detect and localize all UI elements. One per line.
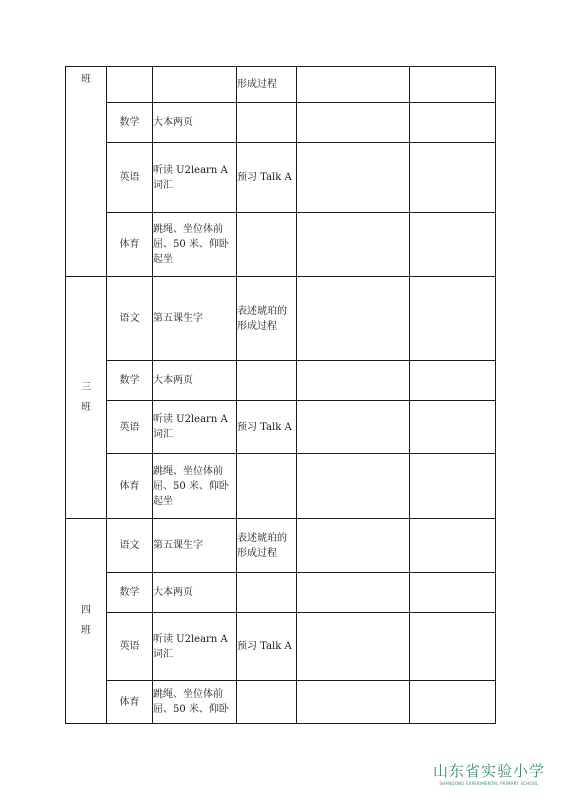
subject-cell: 英语 [107,143,153,213]
table-row [66,454,496,519]
subject-cell: 英语 [107,613,153,681]
subject-cell [107,67,153,103]
subject-cell: 英语 [107,401,153,454]
homework-cell: 表述琥珀的形成过程 [237,519,297,573]
empty-cell [410,213,496,277]
homework-cell [237,681,297,724]
content-cell: 跳绳、坐位体前屈、50 米、仰卧起坐 [153,454,237,519]
empty-cell [297,454,410,519]
class-name: 三班 [81,381,91,413]
homework-cell: 预习 Talk A [237,613,297,681]
homework-cell [237,103,297,143]
subject-cell: 语文 [107,519,153,573]
homework-cell: 形成过程 [237,67,297,103]
empty-cell [410,613,496,681]
empty-cell [410,401,496,454]
content-cell: 跳绳、坐位体前屈、50 米、仰卧 [153,681,237,724]
content-cell [153,67,237,103]
empty-cell [297,519,410,573]
content-cell: 第五课生字 [153,277,237,361]
homework-cell [237,361,297,401]
table-row [66,213,496,277]
empty-cell [410,454,496,519]
content-cell: 听读 U2learn A 词汇 [153,143,237,213]
subject-cell: 数学 [107,103,153,143]
empty-cell [297,573,410,613]
homework-cell [237,213,297,277]
table-row [66,681,496,724]
homework-cell [237,573,297,613]
content-cell: 大本两页 [153,573,237,613]
empty-cell [410,67,496,103]
content-cell: 听读 U2learn A 词汇 [153,401,237,454]
empty-cell [410,361,496,401]
subject-cell: 数学 [107,361,153,401]
table-row [66,103,496,143]
table-row [66,519,496,573]
subject-cell: 语文 [107,277,153,361]
empty-cell [410,143,496,213]
empty-cell [297,361,410,401]
table-row [66,277,496,361]
subject-cell: 体育 [107,213,153,277]
homework-table-wrapper [65,66,496,724]
subject-cell: 体育 [107,454,153,519]
empty-cell [297,67,410,103]
homework-cell [237,454,297,519]
empty-cell [297,613,410,681]
school-logo-subtitle: SHANDONG EXPERIMENTAL PRIMARY SCHOOL [439,781,539,786]
empty-cell [297,681,410,724]
content-cell: 听读 U2learn A 词汇 [153,613,237,681]
empty-cell [410,103,496,143]
class-cell [66,277,107,519]
empty-cell [410,681,496,724]
empty-cell [297,401,410,454]
homework-cell: 预习 Talk A [237,143,297,213]
content-cell: 大本两页 [153,103,237,143]
class-cell [66,519,107,724]
homework-cell: 表述琥珀的形成过程 [237,277,297,361]
empty-cell [297,143,410,213]
table-row [66,401,496,454]
content-cell: 跳绳、坐位体前屈、50 米、仰卧起坐 [153,213,237,277]
empty-cell [410,519,496,573]
table-row [66,143,496,213]
table-row [66,613,496,681]
content-cell: 第五课生字 [153,519,237,573]
subject-cell: 体育 [107,681,153,724]
empty-cell [297,213,410,277]
class-cell [66,67,107,277]
school-logo-text: 山东省实验小学 [432,762,545,780]
homework-table [65,66,496,724]
empty-cell [410,277,496,361]
empty-cell [297,277,410,361]
table-row [66,361,496,401]
content-cell: 大本两页 [153,361,237,401]
empty-cell [410,573,496,613]
empty-cell [297,103,410,143]
class-name: 四班 [81,605,91,636]
school-logo [433,763,545,786]
table-row [66,67,496,103]
table-row [66,573,496,613]
subject-cell: 数学 [107,573,153,613]
homework-cell: 预习 Talk A [237,401,297,454]
class-name: 班 [81,74,91,85]
